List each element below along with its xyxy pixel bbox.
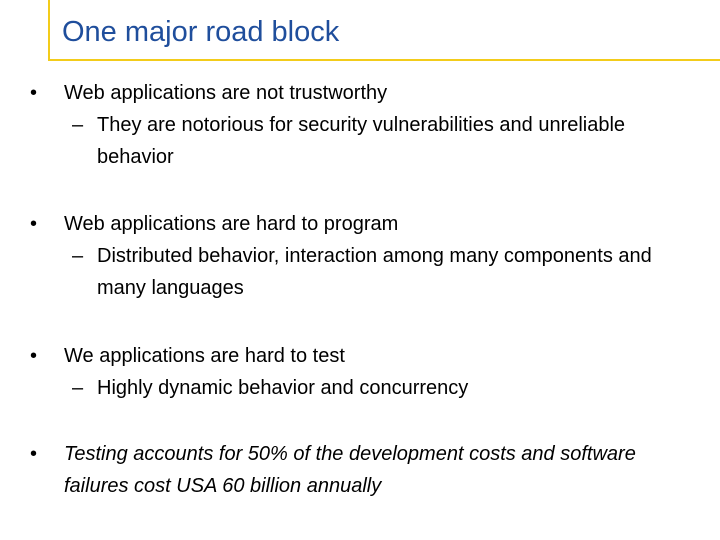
bullet-text: Web applications are not trustworthy — [64, 82, 388, 104]
bullet-line — [30, 340, 690, 372]
bullet-item — [30, 340, 690, 404]
bullet-icon: • — [30, 443, 38, 465]
dash-icon: – — [72, 114, 84, 136]
bullet-icon: • — [30, 82, 38, 104]
sub-bullet-line — [30, 240, 690, 304]
bullet-text: Web applications are hard to program — [64, 213, 399, 235]
bullet-item — [30, 438, 690, 502]
title-accent-vertical-rule — [48, 0, 50, 60]
bullet-line — [30, 438, 690, 502]
sub-bullet-text: They are notorious for security vulnerabilities and unreliable behavior — [97, 114, 626, 168]
slide-title: One major road block — [62, 16, 340, 48]
bullet-text: We applications are hard to test — [64, 345, 345, 367]
sub-bullet-line — [30, 372, 690, 404]
bullet-line — [30, 208, 690, 240]
sub-bullet-text: Highly dynamic behavior and concurrency — [97, 377, 469, 399]
bullet-item — [30, 77, 690, 173]
dash-icon: – — [72, 377, 84, 399]
sub-bullet-text: Distributed behavior, interaction among many components and many languages — [97, 245, 652, 299]
bullet-icon: • — [30, 345, 38, 367]
bullet-item — [30, 208, 690, 304]
sub-bullet-line — [30, 109, 690, 173]
bullet-icon: • — [30, 213, 38, 235]
title-accent-horizontal-rule — [48, 59, 720, 61]
bullet-text: Testing accounts for 50% of the development costs and software failures cost USA 60 billion annually — [64, 443, 636, 497]
dash-icon: – — [72, 245, 84, 267]
bullet-line — [30, 77, 690, 109]
